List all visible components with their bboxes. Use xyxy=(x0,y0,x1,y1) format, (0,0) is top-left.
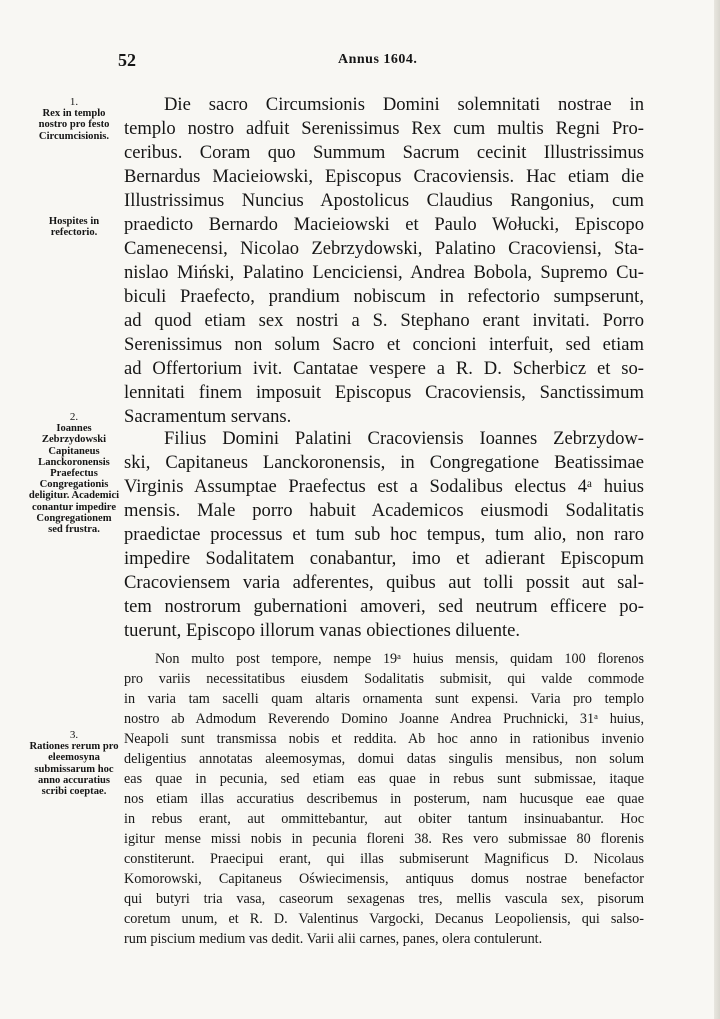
text-line: eas quae in pecunia, sed etiam eas quae in rebus sunt submissae, itaque xyxy=(124,771,644,787)
text-line: nos etiam illas accuratius describemus in posterum, nam hucusque eae quae xyxy=(124,791,644,807)
text-line: Neapoli sunt transmissa nobis et reddita. Ab hoc anno in rationibus invenio xyxy=(124,731,644,747)
text-line: rum piscium medium vas dedit. Varii alii carnes, panes, olera contulerunt. xyxy=(124,931,543,947)
text-line: lennitati finem imposuit Episcopus Cracoviensis, Sanctissimum xyxy=(124,382,644,403)
text-line: Die sacro Circumsionis Domini solemnitati nostrae in xyxy=(164,94,644,115)
text-line: ceribus. Coram quo Summum Sacrum cecinit Illustrissimus xyxy=(124,142,644,163)
text-line: qui butyri tria vasa, caseorum sexagenas tres, mellis vascula sex, pisorum xyxy=(124,891,644,907)
text-line: Non multo post tempore, nempe 19ᵃ huius mensis, quidam 100 florenos xyxy=(155,651,644,667)
text-line: templo nostro adfuit Serenissimus Rex cum multis Regni Pro- xyxy=(124,118,644,139)
margin-note-text: Hospites in refectorio. xyxy=(48,216,100,239)
margin-note-1b xyxy=(28,216,120,238)
text-line: igitur mense missi nobis in pecunia floreni 38. Res vero submissae 80 florenis xyxy=(124,831,644,847)
text-line: Serenissimus non solum Sacro et concioni interfuit, sed etiam xyxy=(124,334,644,355)
text-line: nislao Miński, Palatino Lenciciensi, Andrea Bobola, Supremo Cu- xyxy=(124,262,644,283)
text-line: ski, Capitaneus Lanckoronensis, in Congregatione Beatissimae xyxy=(124,452,644,473)
text-line: Komorowski, Capitaneus Oświecimensis, antiquus domus nostrae benefactor xyxy=(124,871,644,887)
text-line: ad Offertorium ivit. Cantatae vespere a R. D. Scherbicz et so- xyxy=(124,358,644,379)
margin-note-text: Ioannes Zebrzydowski Capitaneus Lanckoronensis Praefectus Congregationis deligitur. Academici conantur impedire Congregationem sed frustra. xyxy=(28,423,120,536)
text-line: biculi Praefecto, prandium nobiscum in refectorio sumpserunt, xyxy=(124,286,644,307)
text-line: impedire Sodalitatem conabantur, imo et adierant Episcopum xyxy=(124,548,644,569)
text-line: ad quod etiam sex nostri a S. Stephano erant invitati. Porro xyxy=(124,310,644,331)
margin-note-3 xyxy=(28,730,120,797)
text-line: in rebus erant, aut ommittebantur, aut obiter tantum insinuabantur. Hoc xyxy=(124,811,644,827)
text-line: Sacramentum servans. xyxy=(124,406,292,427)
margin-note-number: 2. xyxy=(69,411,79,423)
page-header xyxy=(0,50,720,76)
page-number: 52 xyxy=(118,50,136,70)
text-line: deligentius annotatas aleemosymas, domui datas singulis mensibus, non solum xyxy=(124,751,644,767)
text-line: Illustrissimus Nuncius Apostolicus Claudius Rangonius, cum xyxy=(124,190,644,211)
margin-note-text: Rationes rerum pro eleemosyna submissarum hoc anno accuratius scribi coeptae. xyxy=(29,741,119,798)
margin-note-2 xyxy=(28,412,120,535)
text-line: in varia tam sacelli quam altaris ornamenta sunt expensi. Varia pro templo xyxy=(124,691,644,707)
text-line: Camenecensi, Nicolao Zebrzydowski, Palatino Cracoviensi, Sta- xyxy=(124,238,644,259)
text-line: coretum unum, et R. D. Valentinus Vargocki, Decanus Leopoliensis, qui salso- xyxy=(124,911,644,927)
text-line: nostro ab Admodum Reverendo Domino Joanne Andrea Pruchnicki, 31ᵃ huius, xyxy=(124,711,644,727)
margin-note-1 xyxy=(28,97,120,142)
text-line: mensis. Male porro habuit Academicos eiusmodi Sodalitatis xyxy=(124,500,644,521)
text-line: tuerunt, Episcopo illorum vanas obiectiones diluente. xyxy=(124,620,521,641)
text-line: Virginis Assumptae Praefectus est a Sodalibus electus 4ᵃ huius xyxy=(124,476,644,497)
running-head: Annus 1604. xyxy=(338,52,418,67)
text-line: Bernardus Macieiowski, Episcopus Cracoviensis. Hac etiam die xyxy=(124,166,644,187)
page-edge xyxy=(714,0,720,1019)
text-line: tem nostrorum gubernationi amoveri, sed neutrum efficere po- xyxy=(124,596,644,617)
text-line: praedictae processus et tum sub hoc tempus, tum alio, non raro xyxy=(124,524,644,545)
text-line: praedicto Bernardo Macieiowski et Paulo Wołucki, Episcopo xyxy=(124,214,644,235)
text-line: pro variis necessitatibus eiusdem Sodalitatis submisit, qui valde commode xyxy=(124,671,644,687)
text-line: Cracoviensem varia adferentes, quibus aut tolli possit aut sal- xyxy=(124,572,644,593)
margin-note-text: Rex in templo nostro pro festo Circumcisionis. xyxy=(38,108,110,142)
text-line: Filius Domini Palatini Cracoviensis Ioannes Zebrzydow- xyxy=(164,428,644,449)
text-line: constiterunt. Praecipui erant, qui illas submiserunt Magnificus D. Nicolaus xyxy=(124,851,644,867)
margin-note-number: 3. xyxy=(69,729,79,741)
margin-note-number: 1. xyxy=(69,96,79,108)
